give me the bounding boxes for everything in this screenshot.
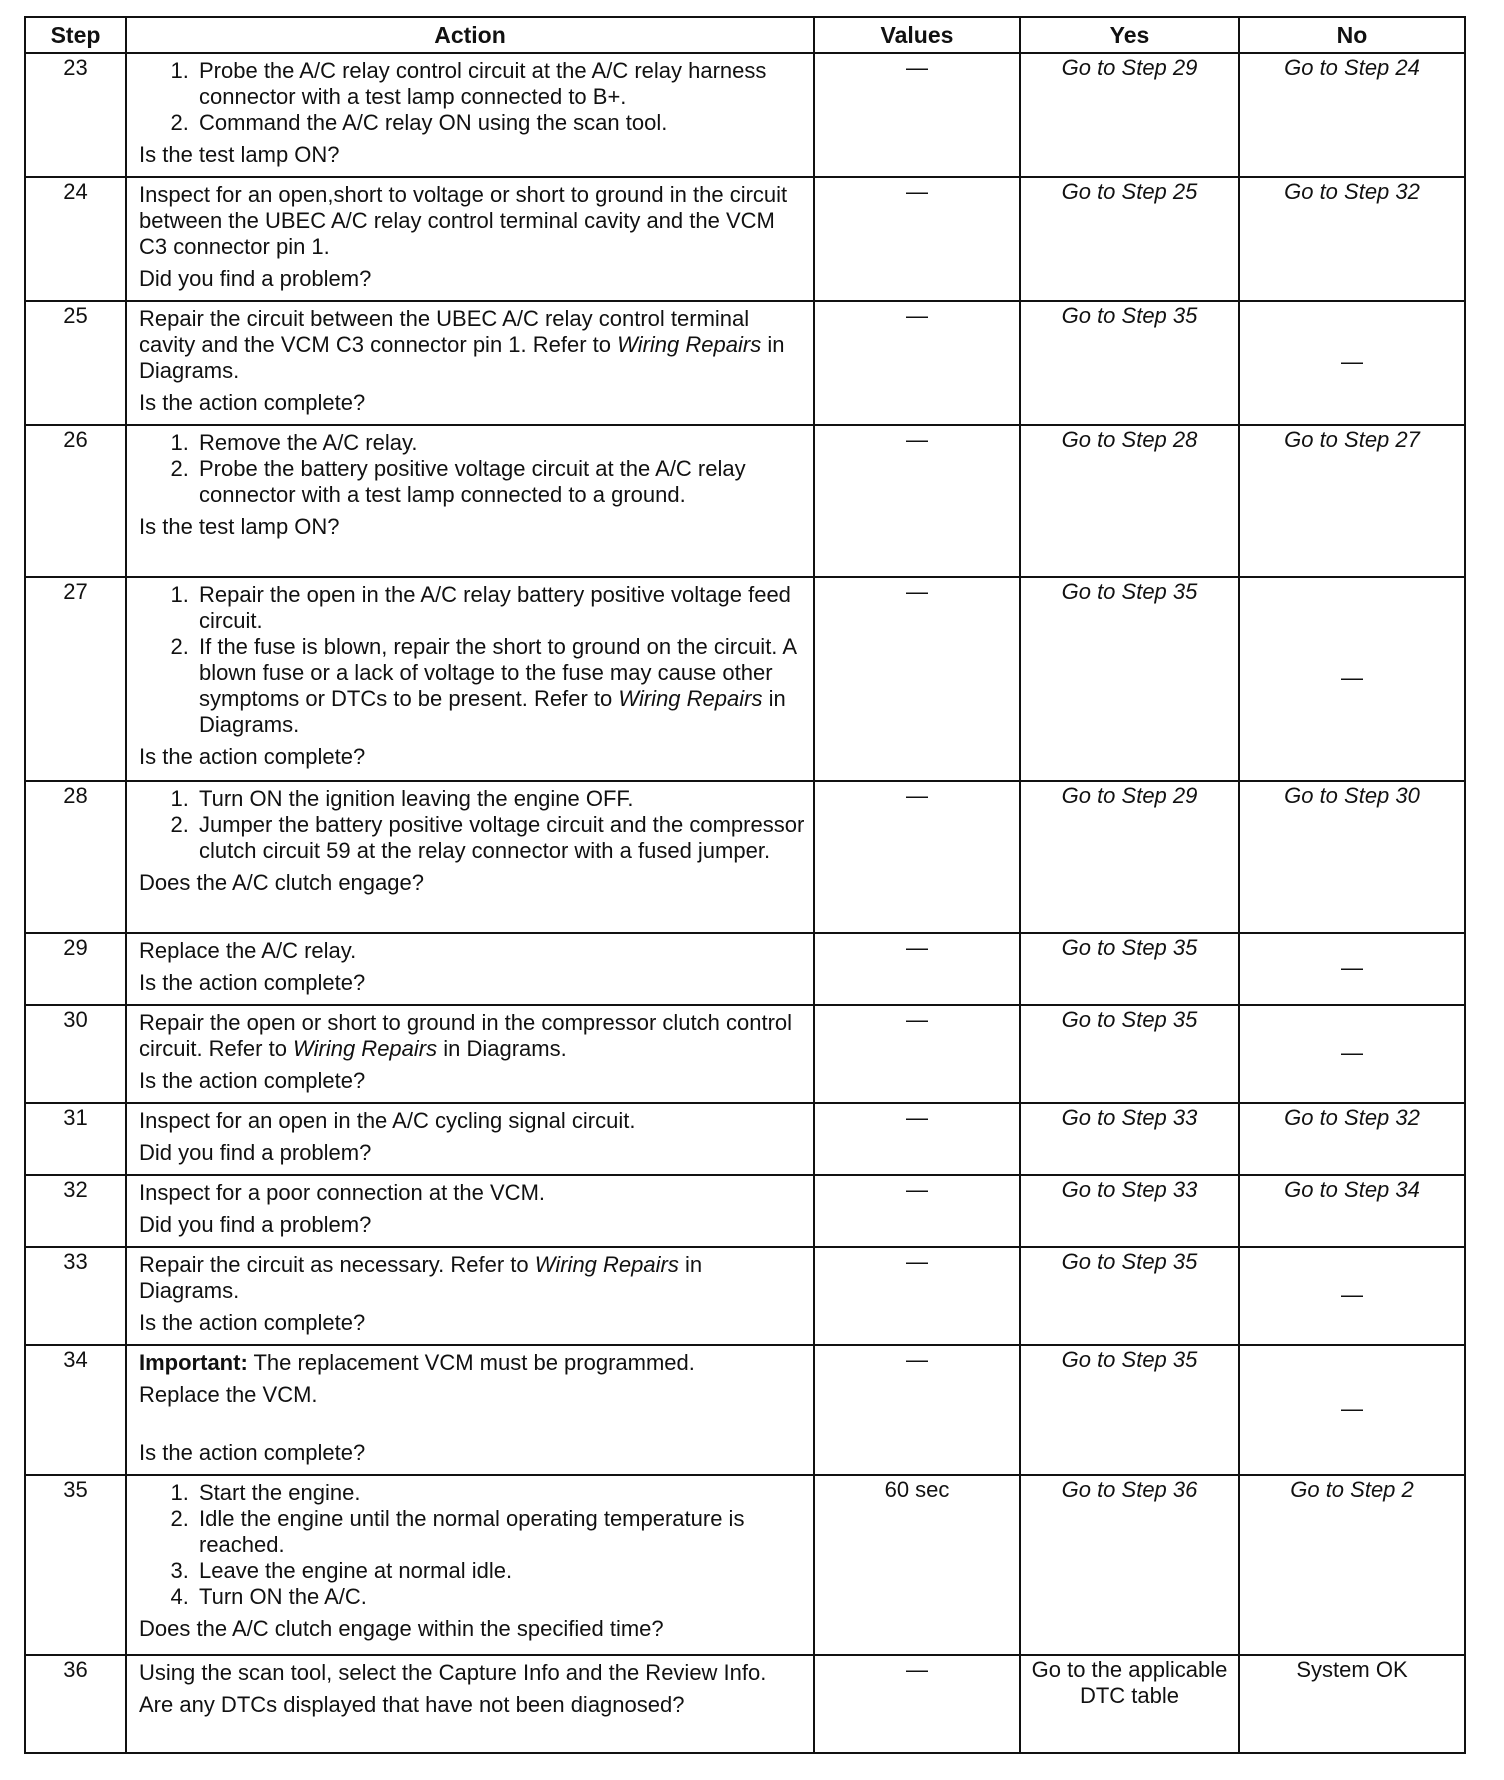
header-no: No: [1239, 17, 1465, 53]
action-text-part: in Diagrams.: [139, 332, 785, 383]
action-question: Is the test lamp ON?: [139, 514, 340, 539]
values-cell: —: [814, 781, 1020, 933]
yes-cell: Go to Step 35: [1020, 1247, 1239, 1345]
values-cell: 60 sec: [814, 1475, 1020, 1655]
action-cell: [126, 781, 814, 933]
action-question: Is the action complete?: [139, 390, 366, 415]
action-question: Does the A/C clutch engage within the specified time?: [139, 1616, 664, 1641]
step-number: 25: [25, 301, 126, 425]
yes-cell: Go to Step 35: [1020, 1005, 1239, 1103]
values-cell: —: [814, 177, 1020, 301]
table-row: [25, 1345, 1465, 1475]
table-row: [25, 425, 1465, 577]
step-number: 24: [25, 177, 126, 301]
action-text: [139, 1010, 805, 1062]
yes-cell: Go to Step 35: [1020, 577, 1239, 781]
step-number: 30: [25, 1005, 126, 1103]
table-row: [25, 933, 1465, 1005]
no-cell: Go to Step 27: [1239, 425, 1465, 577]
action-text: Inspect for an open in the A/C cycling signal circuit.: [139, 1108, 636, 1133]
action-text-part: Repair the circuit between the UBEC A/C relay control terminal cavity and the VCM C3 connector pin 1. Refer to: [139, 306, 750, 357]
action-text-part: in Diagrams.: [199, 686, 786, 737]
action-question: Are any DTCs displayed that have not been diagnosed?: [139, 1692, 685, 1717]
no-cell: —: [1239, 933, 1465, 1005]
diagnostic-table: [24, 16, 1466, 1754]
header-row: [25, 17, 1465, 53]
header-yes: Yes: [1020, 17, 1239, 53]
action-item: 2. Jumper the battery positive voltage circuit and the compressor clutch circuit 59 at the relay connector with a fused jumper.: [195, 812, 805, 864]
action-cell: [126, 53, 814, 177]
step-number: 28: [25, 781, 126, 933]
action-question: Is the action complete?: [139, 1310, 366, 1335]
action-list: [139, 58, 805, 136]
table-row: [25, 301, 1465, 425]
table-row: [25, 53, 1465, 177]
action-cell: [126, 1005, 814, 1103]
table-row: [25, 1103, 1465, 1175]
table-row: [25, 577, 1465, 781]
values-cell: —: [814, 1175, 1020, 1247]
values-cell: —: [814, 933, 1020, 1005]
yes-cell: Go to Step 28: [1020, 425, 1239, 577]
values-cell: —: [814, 425, 1020, 577]
no-cell: Go to Step 30: [1239, 781, 1465, 933]
no-cell: —: [1239, 577, 1465, 781]
values-cell: —: [814, 301, 1020, 425]
step-number: 36: [25, 1655, 126, 1753]
action-cell: [126, 1247, 814, 1345]
step-number: 23: [25, 53, 126, 177]
yes-cell: Go to Step 29: [1020, 53, 1239, 177]
step-number: 26: [25, 425, 126, 577]
yes-cell: Go to Step 33: [1020, 1175, 1239, 1247]
wiring-repairs-ref: Wiring Repairs: [293, 1036, 438, 1061]
wiring-repairs-ref: Wiring Repairs: [617, 332, 762, 357]
action-question: Is the action complete?: [139, 744, 366, 769]
action-item: 1. Turn ON the ignition leaving the engine OFF.: [195, 786, 805, 812]
values-cell: —: [814, 1005, 1020, 1103]
table-row: [25, 1005, 1465, 1103]
action-question: Did you find a problem?: [139, 266, 372, 291]
values-cell: —: [814, 1247, 1020, 1345]
action-cell: [126, 301, 814, 425]
table-row: [25, 177, 1465, 301]
values-cell: —: [814, 53, 1020, 177]
no-cell: Go to Step 32: [1239, 177, 1465, 301]
step-number: 27: [25, 577, 126, 781]
action-question: Did you find a problem?: [139, 1140, 372, 1165]
action-item: [195, 634, 805, 738]
header-step: Step: [25, 17, 126, 53]
step-number: 29: [25, 933, 126, 1005]
action-text: Inspect for an open,short to voltage or short to ground in the circuit between the UBEC A/C relay control terminal cavity and the VCM C3 connector pin 1.: [139, 182, 788, 259]
yes-cell: Go to Step 33: [1020, 1103, 1239, 1175]
action-list: [139, 1480, 805, 1610]
action-cell: [126, 1655, 814, 1753]
action-cell: [126, 425, 814, 577]
action-item: 1. Repair the open in the A/C relay battery positive voltage feed circuit.: [195, 582, 805, 634]
no-cell: Go to Step 2: [1239, 1475, 1465, 1655]
important-text: The replacement VCM must be programmed.: [247, 1350, 695, 1375]
action-question: Is the action complete?: [139, 1068, 366, 1093]
header-action: Action: [126, 17, 814, 53]
values-cell: —: [814, 1345, 1020, 1475]
step-number: 35: [25, 1475, 126, 1655]
values-cell: —: [814, 577, 1020, 781]
action-text-part: Repair the circuit as necessary. Refer to: [139, 1252, 535, 1277]
action-cell: [126, 1345, 814, 1475]
action-cell: [126, 1103, 814, 1175]
action-cell: [126, 1175, 814, 1247]
action-text-part: Refer to: [534, 686, 619, 711]
action-cell: [126, 933, 814, 1005]
no-cell: System OK: [1239, 1655, 1465, 1753]
wiring-repairs-ref: Wiring Repairs: [534, 1252, 679, 1277]
yes-cell: Go to the applicable DTC table: [1020, 1655, 1239, 1753]
action-text-part: in Diagrams.: [437, 1036, 567, 1061]
no-cell: —: [1239, 301, 1465, 425]
step-number: 34: [25, 1345, 126, 1475]
step-number: 31: [25, 1103, 126, 1175]
action-text: Using the scan tool, select the Capture Info and the Review Info.: [139, 1660, 767, 1685]
action-item: 1. Start the engine.: [195, 1480, 805, 1506]
action-item: 1. Probe the A/C relay control circuit at the A/C relay harness connector with a test lamp connected to B+.: [195, 58, 805, 110]
yes-cell: Go to Step 35: [1020, 933, 1239, 1005]
yes-cell: Go to Step 25: [1020, 177, 1239, 301]
action-text-part: Repair the open or short to ground in the compressor clutch control circuit. Refer to: [139, 1010, 793, 1061]
yes-cell: Go to Step 29: [1020, 781, 1239, 933]
step-number: 32: [25, 1175, 126, 1247]
values-cell: —: [814, 1655, 1020, 1753]
no-cell: —: [1239, 1247, 1465, 1345]
action-cell: [126, 577, 814, 781]
wiring-repairs-ref: Wiring Repairs: [618, 686, 763, 711]
action-cell: [126, 1475, 814, 1655]
no-cell: Go to Step 32: [1239, 1103, 1465, 1175]
action-question: Is the action complete?: [139, 1440, 366, 1465]
action-text-part: in Diagrams.: [139, 1252, 703, 1303]
no-cell: —: [1239, 1005, 1465, 1103]
action-question: Did you find a problem?: [139, 1212, 372, 1237]
no-cell: Go to Step 34: [1239, 1175, 1465, 1247]
action-item-text: If the fuse is blown, repair the short to ground on the circuit. A blown fuse or a lack of voltage to the fuse may cause other symptoms or DTCs to be present.: [199, 634, 796, 711]
action-cell: [126, 177, 814, 301]
important-note: [139, 1350, 805, 1376]
table-row: [25, 781, 1465, 933]
step-number: 33: [25, 1247, 126, 1345]
table-row: [25, 1475, 1465, 1655]
action-text: Inspect for a poor connection at the VCM.: [139, 1180, 546, 1205]
action-item: 2. Command the A/C relay ON using the scan tool.: [195, 110, 805, 136]
action-item: 3. Leave the engine at normal idle.: [195, 1558, 805, 1584]
action-item: 1. Remove the A/C relay.: [195, 430, 805, 456]
action-list: [139, 582, 805, 738]
no-cell: —: [1239, 1345, 1465, 1475]
action-list: [139, 786, 805, 864]
yes-cell: Go to Step 35: [1020, 1345, 1239, 1475]
action-question: Does the A/C clutch engage?: [139, 870, 424, 895]
values-cell: —: [814, 1103, 1020, 1175]
action-item: 2. Probe the battery positive voltage circuit at the A/C relay connector with a test lamp connected to a ground.: [195, 456, 805, 508]
yes-cell: Go to Step 35: [1020, 301, 1239, 425]
important-label: Important:: [139, 1350, 248, 1375]
yes-cell: Go to Step 36: [1020, 1475, 1239, 1655]
action-list: [139, 430, 805, 508]
table-row: [25, 1247, 1465, 1345]
action-item: 2. Idle the engine until the normal operating temperature is reached.: [195, 1506, 805, 1558]
action-question: Is the test lamp ON?: [139, 142, 340, 167]
table-row: [25, 1655, 1465, 1753]
header-values: Values: [814, 17, 1020, 53]
action-text: [139, 1252, 805, 1304]
action-text: [139, 306, 805, 384]
action-text: Replace the A/C relay.: [139, 938, 357, 963]
action-question: Is the action complete?: [139, 970, 366, 995]
table-row: [25, 1175, 1465, 1247]
action-item: 4. Turn ON the A/C.: [195, 1584, 805, 1610]
no-cell: Go to Step 24: [1239, 53, 1465, 177]
action-text: Replace the VCM.: [139, 1382, 318, 1407]
